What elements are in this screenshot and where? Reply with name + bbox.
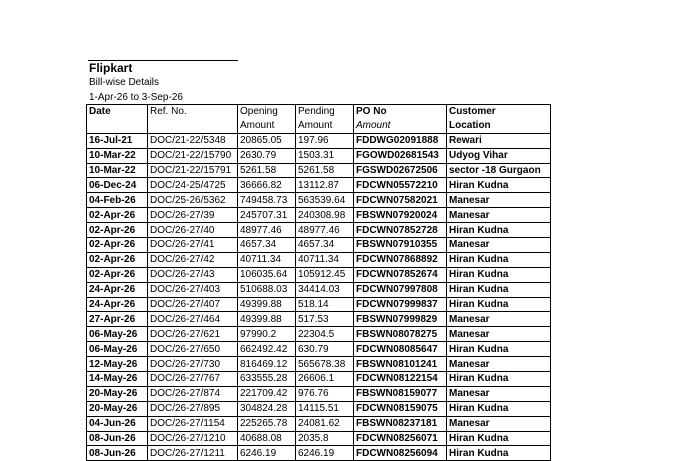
company-name: Flipkart	[89, 61, 133, 75]
cell-po: FDCWN08085647	[354, 342, 447, 357]
cell-date: 02-Apr-26	[87, 208, 148, 223]
cell-location: Hiran Kudna	[447, 297, 551, 312]
cell-pending: 976.76	[296, 386, 354, 401]
cell-opening: 106035.64	[238, 267, 296, 282]
cell-date: 12-May-26	[87, 357, 148, 372]
table-row	[87, 208, 551, 223]
cell-location: Hiran Kudna	[447, 267, 551, 282]
cell-location: Manesar	[447, 208, 551, 223]
cell-po: FDCWN07868892	[354, 252, 447, 267]
cell-date: 06-Dec-24	[87, 178, 148, 193]
cell-date: 06-May-26	[87, 342, 148, 357]
cell-location: Hiran Kudna	[447, 252, 551, 267]
cell-pending: 240308.98	[296, 208, 354, 223]
table-row	[87, 223, 551, 238]
cell-date: 14-May-26	[87, 372, 148, 387]
cell-pending: 48977.46	[296, 223, 354, 238]
cell-location: Manesar	[447, 416, 551, 431]
cell-location: Hiran Kudna	[447, 401, 551, 416]
cell-opening: 221709.42	[238, 386, 296, 401]
col-subheader-pending: Amount	[296, 119, 354, 133]
cell-date: 04-Jun-26	[87, 416, 148, 431]
cell-location: Hiran Kudna	[447, 223, 551, 238]
cell-ref: DOC/26-27/874	[148, 386, 238, 401]
table-subheader-row	[87, 119, 551, 133]
cell-opening: 4657.34	[238, 238, 296, 253]
cell-pending: 563539.64	[296, 193, 354, 208]
cell-pending: 4657.34	[296, 238, 354, 253]
cell-pending: 517.53	[296, 312, 354, 327]
cell-location: Manesar	[447, 193, 551, 208]
cell-po: FGOWD02681543	[354, 148, 447, 163]
cell-opening: 816469.12	[238, 357, 296, 372]
cell-pending: 40711.34	[296, 252, 354, 267]
cell-po: FBSWN07910355	[354, 238, 447, 253]
cell-po: FDCWN07852674	[354, 267, 447, 282]
cell-po: FBSWN08237181	[354, 416, 447, 431]
col-header-po: PO No	[354, 105, 447, 119]
cell-location: sector -18 Gurgaon	[447, 163, 551, 178]
cell-opening: 36666.82	[238, 178, 296, 193]
cell-date: 20-May-26	[87, 401, 148, 416]
cell-pending: 630.79	[296, 342, 354, 357]
cell-location: Manesar	[447, 386, 551, 401]
cell-date: 24-Apr-26	[87, 297, 148, 312]
cell-opening: 225265.78	[238, 416, 296, 431]
cell-pending: 518.14	[296, 297, 354, 312]
cell-date: 16-Jul-21	[87, 133, 148, 148]
cell-po: FGSWD02672506	[354, 163, 447, 178]
cell-po: FDCWN08256071	[354, 431, 447, 446]
cell-date: 27-Apr-26	[87, 312, 148, 327]
table-row	[87, 401, 551, 416]
table-row	[87, 312, 551, 327]
cell-po: FBSWN08101241	[354, 357, 447, 372]
table-row	[87, 386, 551, 401]
cell-po: FBSWN07999829	[354, 312, 447, 327]
cell-ref: DOC/26-27/1154	[148, 416, 238, 431]
col-header-date: Date	[87, 105, 148, 119]
cell-opening: 48977.46	[238, 223, 296, 238]
cell-ref: DOC/26-27/621	[148, 327, 238, 342]
cell-po: FDCWN07852728	[354, 223, 447, 238]
cell-opening: 633555.28	[238, 372, 296, 387]
cell-date: 10-Mar-22	[87, 148, 148, 163]
cell-pending: 26606.1	[296, 372, 354, 387]
cell-po: FDDWG02091888	[354, 133, 447, 148]
cell-location: Hiran Kudna	[447, 446, 551, 461]
table-row	[87, 148, 551, 163]
cell-po: FBSWN08078275	[354, 327, 447, 342]
table-row	[87, 416, 551, 431]
cell-date: 20-May-26	[87, 386, 148, 401]
cell-ref: DOC/26-27/767	[148, 372, 238, 387]
cell-ref: DOC/26-27/407	[148, 297, 238, 312]
report-period: 1-Apr-26 to 3-Sep-26	[89, 92, 183, 103]
table-row	[87, 238, 551, 253]
cell-opening: 662492.42	[238, 342, 296, 357]
cell-location: Hiran Kudna	[447, 178, 551, 193]
cell-date: 08-Jun-26	[87, 431, 148, 446]
cell-ref: DOC/26-27/42	[148, 252, 238, 267]
cell-date: 08-Jun-26	[87, 446, 148, 461]
cell-opening: 510688.03	[238, 282, 296, 297]
cell-date: 06-May-26	[87, 327, 148, 342]
cell-pending: 22304.5	[296, 327, 354, 342]
cell-pending: 14115.51	[296, 401, 354, 416]
cell-opening: 97990.2	[238, 327, 296, 342]
cell-location: Udyog Vihar	[447, 148, 551, 163]
col-subheader-po: Amount	[354, 119, 447, 133]
subheader-blank	[148, 119, 238, 133]
cell-date: 04-Feb-26	[87, 193, 148, 208]
cell-date: 02-Apr-26	[87, 223, 148, 238]
table-row	[87, 342, 551, 357]
cell-location: Hiran Kudna	[447, 342, 551, 357]
cell-po: FDCWN08122154	[354, 372, 447, 387]
cell-pending: 197.96	[296, 133, 354, 148]
cell-opening: 749458.73	[238, 193, 296, 208]
cell-pending: 6246.19	[296, 446, 354, 461]
cell-location: Manesar	[447, 357, 551, 372]
col-subheader-opening: Amount	[238, 119, 296, 133]
cell-ref: DOC/26-27/403	[148, 282, 238, 297]
cell-location: Manesar	[447, 327, 551, 342]
cell-opening: 40711.34	[238, 252, 296, 267]
cell-ref: DOC/26-27/895	[148, 401, 238, 416]
cell-ref: DOC/21-22/5348	[148, 133, 238, 148]
cell-opening: 6246.19	[238, 446, 296, 461]
cell-location: Manesar	[447, 312, 551, 327]
bill-table	[86, 104, 551, 461]
col-header-pending: Pending	[296, 105, 354, 119]
cell-ref: DOC/26-27/730	[148, 357, 238, 372]
cell-date: 02-Apr-26	[87, 267, 148, 282]
table-row	[87, 133, 551, 148]
cell-ref: DOC/26-27/1211	[148, 446, 238, 461]
table-row	[87, 372, 551, 387]
cell-location: Manesar	[447, 238, 551, 253]
cell-po: FDCWN05572210	[354, 178, 447, 193]
cell-opening: 245707.31	[238, 208, 296, 223]
col-header-ref: Ref. No.	[148, 105, 238, 119]
cell-po: FDCWN07999837	[354, 297, 447, 312]
cell-opening: 304824.28	[238, 401, 296, 416]
cell-opening: 40688.08	[238, 431, 296, 446]
cell-location: Hiran Kudna	[447, 431, 551, 446]
table-row	[87, 282, 551, 297]
table-header-row	[87, 105, 551, 119]
cell-ref: DOC/21-22/15790	[148, 148, 238, 163]
cell-po: FDCWN08256094	[354, 446, 447, 461]
cell-pending: 24081.62	[296, 416, 354, 431]
subheader-blank	[87, 119, 148, 133]
table-row	[87, 193, 551, 208]
cell-pending: 565678.38	[296, 357, 354, 372]
table-row	[87, 431, 551, 446]
cell-ref: DOC/24-25/4725	[148, 178, 238, 193]
cell-ref: DOC/26-27/43	[148, 267, 238, 282]
cell-location: Hiran Kudna	[447, 372, 551, 387]
cell-opening: 49399.88	[238, 312, 296, 327]
cell-pending: 13112.87	[296, 178, 354, 193]
cell-po: FDCWN07582021	[354, 193, 447, 208]
cell-ref: DOC/25-26/5362	[148, 193, 238, 208]
cell-pending: 34414.03	[296, 282, 354, 297]
cell-date: 24-Apr-26	[87, 282, 148, 297]
cell-location: Rewari	[447, 133, 551, 148]
report-title: Bill-wise Details	[89, 77, 160, 88]
table-row	[87, 267, 551, 282]
table-row	[87, 357, 551, 372]
cell-ref: DOC/26-27/41	[148, 238, 238, 253]
cell-ref: DOC/26-27/39	[148, 208, 238, 223]
table-row	[87, 327, 551, 342]
cell-ref: DOC/26-27/464	[148, 312, 238, 327]
col-subheader-location: Location	[447, 119, 551, 133]
table-row	[87, 252, 551, 267]
cell-po: FBSWN08159077	[354, 386, 447, 401]
cell-opening: 2630.79	[238, 148, 296, 163]
cell-ref: DOC/26-27/1210	[148, 431, 238, 446]
col-header-customer: Customer	[447, 105, 551, 119]
table-row	[87, 178, 551, 193]
col-header-opening: Opening	[238, 105, 296, 119]
cell-pending: 105912.45	[296, 267, 354, 282]
cell-po: FDCWN07997808	[354, 282, 447, 297]
cell-ref: DOC/21-22/15791	[148, 163, 238, 178]
cell-po: FBSWN07920024	[354, 208, 447, 223]
cell-opening: 20865.05	[238, 133, 296, 148]
table-row	[87, 297, 551, 312]
cell-ref: DOC/26-27/650	[148, 342, 238, 357]
cell-opening: 49399.88	[238, 297, 296, 312]
cell-date: 02-Apr-26	[87, 238, 148, 253]
cell-pending: 1503.31	[296, 148, 354, 163]
cell-ref: DOC/26-27/40	[148, 223, 238, 238]
cell-date: 10-Mar-22	[87, 163, 148, 178]
cell-opening: 5261.58	[238, 163, 296, 178]
cell-pending: 5261.58	[296, 163, 354, 178]
table-row	[87, 163, 551, 178]
cell-pending: 2035.8	[296, 431, 354, 446]
cell-date: 02-Apr-26	[87, 252, 148, 267]
cell-po: FDCWN08159075	[354, 401, 447, 416]
cell-location: Hiran Kudna	[447, 282, 551, 297]
